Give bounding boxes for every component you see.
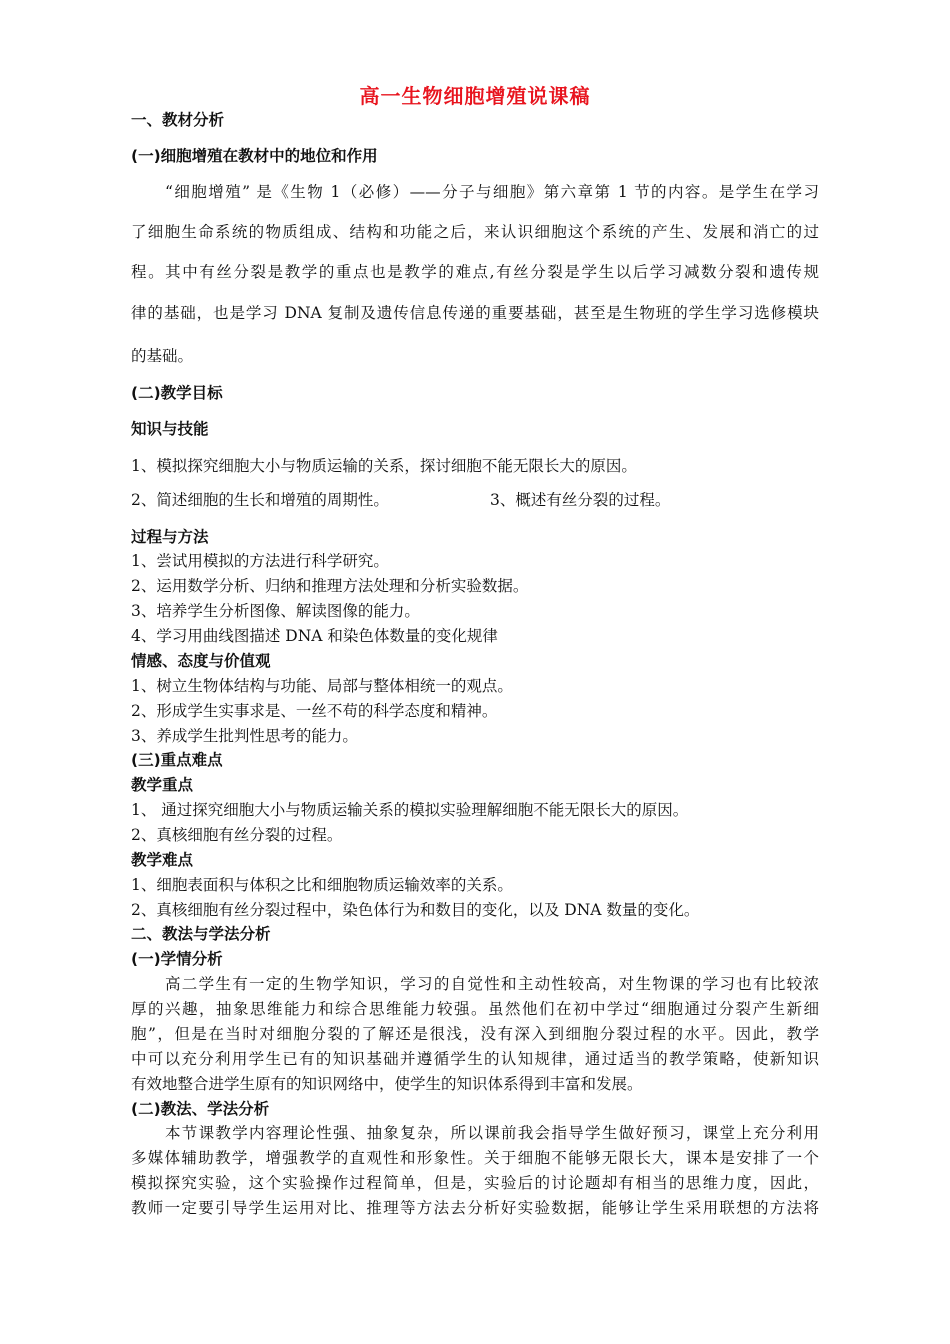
section-1-heading: 一、教材分析 [131, 111, 225, 129]
list-item: 2、运用数学分析、归纳和推理方法处理和分析实验数据。 [131, 577, 529, 595]
list-item: 1、 通过探究细胞大小与物质运输关系的模拟实验理解细胞不能无限长大的原因。 [131, 801, 689, 819]
list-item: 2、真核细胞有丝分裂过程中，染色体行为和数目的变化，以及 DNA 数量的变化。 [131, 901, 700, 919]
difficult-points-heading: 教学难点 [131, 851, 194, 869]
subsection-1-1-heading: (一)细胞增殖在教材中的地位和作用 [131, 147, 378, 165]
paragraph-line: 程。其中有丝分裂是教学的重点也是教学的难点,有丝分裂是学生以后学习减数分裂和遗传规 [131, 263, 819, 281]
list-item: 1、树立生物体结构与功能、局部与整体相统一的观点。 [131, 677, 513, 695]
paragraph-line: 的基础。 [131, 347, 194, 365]
list-item: 3、培养学生分析图像、解读图像的能力。 [131, 602, 420, 620]
paragraph-line: “细胞增殖” 是《生物 1（必修）——分子与细胞》第六章第 1 节的内容。是学生在学习 [165, 183, 819, 201]
paragraph-line: 厚的兴趣，抽象思维能力和综合思维能力较强。虽然他们在初中学过“细胞通过分裂产生新细 [131, 1000, 819, 1018]
knowledge-skills-heading: 知识与技能 [131, 420, 209, 438]
paragraph-line: 教师一定要引导学生运用对比、推理等方法去分析好实验数据，能够让学生采用联想的方法将 [131, 1199, 819, 1217]
list-item: 4、学习用曲线图描述 DNA 和染色体数量的变化规律 [131, 627, 498, 645]
subsection-2-2-heading: (二)教法、学法分析 [131, 1100, 270, 1118]
paragraph-line: 有效地整合进学生原有的知识网络中，使学生的知识体系得到丰富和发展。 [131, 1075, 643, 1093]
subsection-1-2-heading: (二)教学目标 [131, 384, 223, 402]
process-methods-heading: 过程与方法 [131, 528, 209, 546]
emotion-values-heading: 情感、态度与价值观 [131, 652, 271, 670]
paragraph-line: 模拟探究实验，这个实验操作过程简单，但是，实验后的讨论题却有相当的思维力度，因此， [131, 1174, 819, 1192]
subsection-1-3-heading: (三)重点难点 [131, 751, 223, 769]
document-title: 高一生物细胞增殖说课稿 [359, 84, 591, 108]
paragraph-line: 了细胞生命系统的物质组成、结构和功能之后，来认识细胞这个系统的产生、发展和消亡的过 [131, 223, 819, 241]
list-item: 3、养成学生批判性思考的能力。 [131, 727, 358, 745]
list-item: 2、真核细胞有丝分裂的过程。 [131, 826, 343, 844]
list-item: 3、概述有丝分裂的过程。 [490, 491, 671, 509]
list-item: 2、形成学生实事求是、一丝不苟的科学态度和精神。 [131, 702, 498, 720]
paragraph-line: 多媒体辅助教学，增强教学的直观性和形象性。关于细胞不能够无限长大，课本是安排了一个 [131, 1149, 819, 1167]
paragraph-line: 高二学生有一定的生物学知识，学习的自觉性和主动性较高，对生物课的学习也有比较浓 [165, 975, 819, 993]
list-item: 1、细胞表面积与体积之比和细胞物质运输效率的关系。 [131, 876, 513, 894]
paragraph-line: 律的基础，也是学习 DNA 复制及遗传信息传递的重要基础，甚至是生物班的学生学习选修模块 [131, 304, 819, 322]
paragraph-line: 中可以充分利用学生已有的知识基础并遵循学生的认知规律，通过适当的教学策略，使新知识 [131, 1050, 819, 1068]
key-points-heading: 教学重点 [131, 776, 194, 794]
paragraph-line: 本节课教学内容理论性强、抽象复杂，所以课前我会指导学生做好预习，课堂上充分利用 [165, 1124, 819, 1142]
subsection-2-1-heading: (一)学情分析 [131, 950, 223, 968]
section-2-heading: 二、教法与学法分析 [131, 925, 271, 943]
list-item: 1、尝试用模拟的方法进行科学研究。 [131, 552, 389, 570]
list-item: 1、模拟探究细胞大小与物质运输的关系，探讨细胞不能无限长大的原因。 [131, 457, 637, 475]
paragraph-line: 胞”，但是在当时对细胞分裂的了解还是很浅，没有深入到细胞分裂过程的水平。因此，教学 [131, 1025, 819, 1043]
list-item: 2、简述细胞的生长和增殖的周期性。 [131, 491, 389, 509]
